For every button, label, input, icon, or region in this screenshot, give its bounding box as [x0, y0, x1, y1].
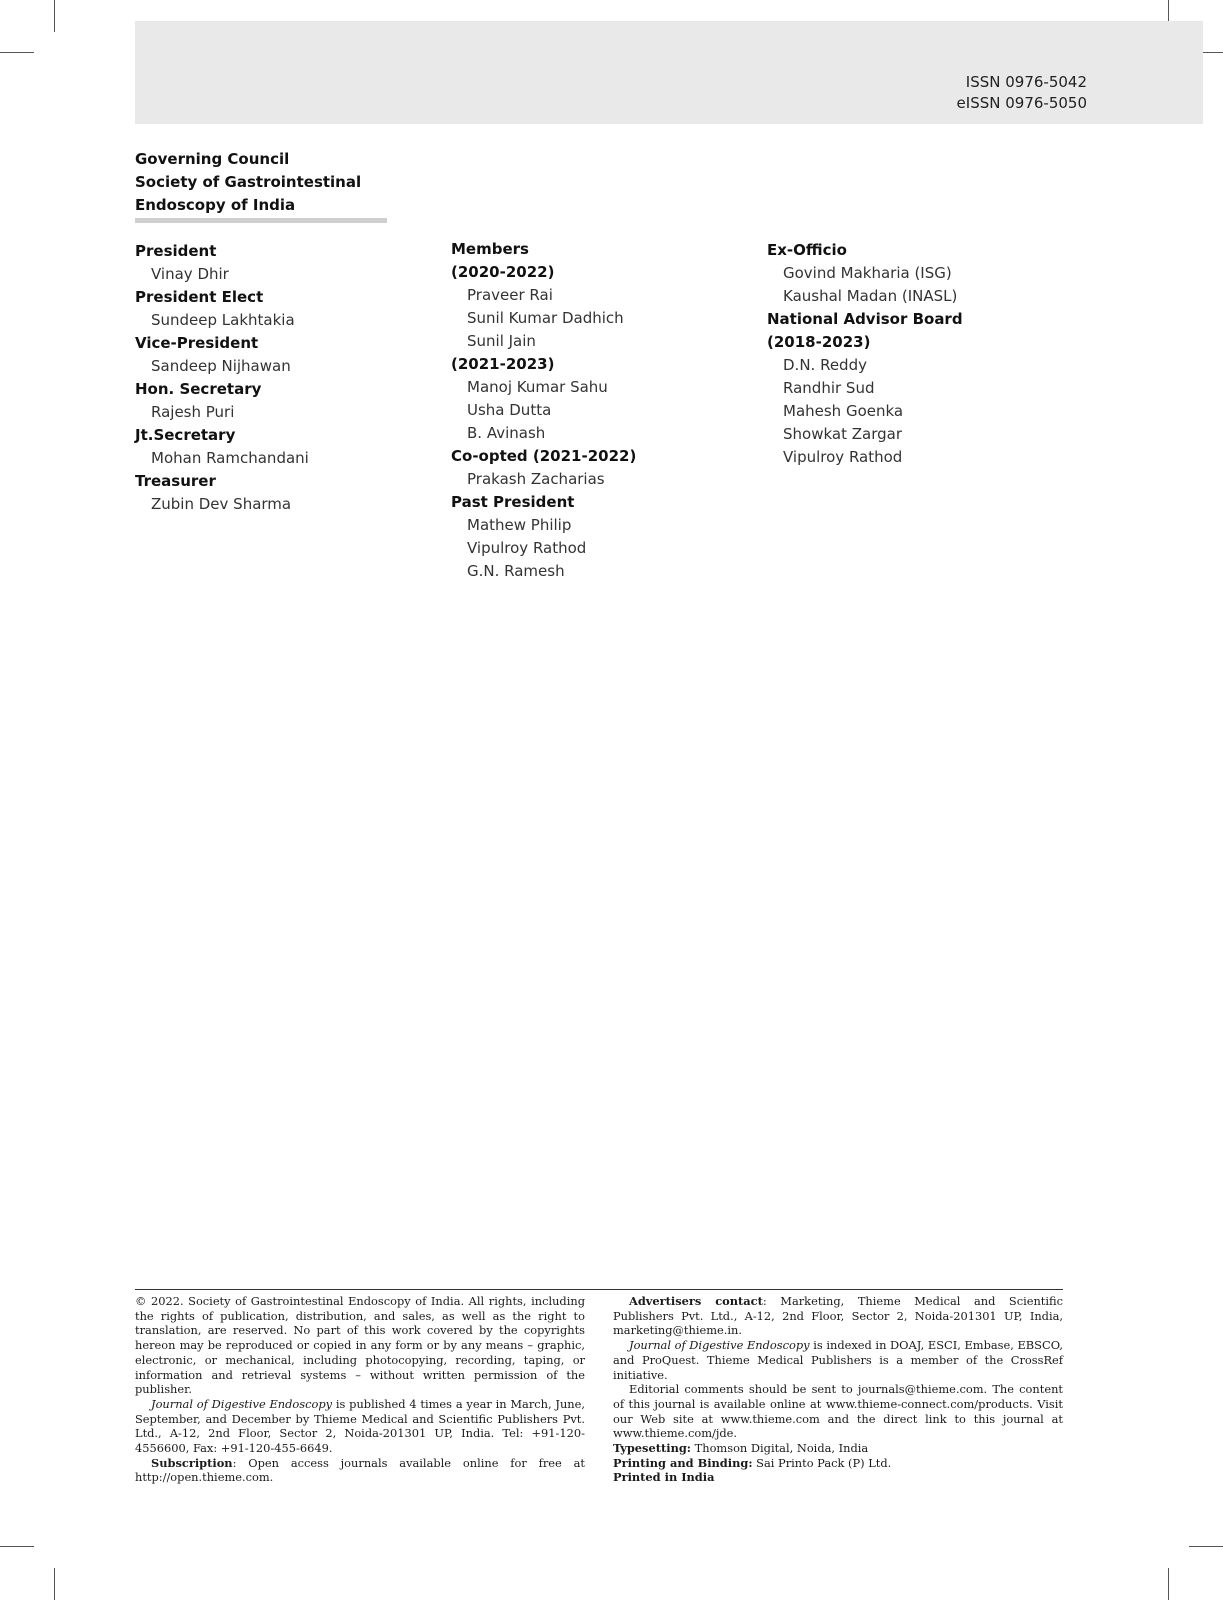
- member-name: B. Avinash: [467, 424, 546, 442]
- officers-column: [135, 240, 309, 516]
- footer-right: [613, 1294, 1063, 1485]
- typesetting-label: Typesetting:: [613, 1441, 692, 1456]
- crop-mark: [1189, 1546, 1223, 1547]
- printing-text: Sai Printo Pack (P) Ltd.: [752, 1455, 892, 1470]
- role-heading: Co-opted (2021-2022): [451, 447, 637, 465]
- role-heading: President Elect: [135, 288, 264, 306]
- member-name: G.N. Ramesh: [467, 562, 565, 580]
- members-column: [451, 238, 636, 583]
- member-name: Mathew Philip: [467, 516, 572, 534]
- role-heading: Jt.Secretary: [135, 426, 236, 444]
- member-name: Vipulroy Rathod: [467, 539, 587, 557]
- member-name: Zubin Dev Sharma: [151, 495, 292, 513]
- publication-info: [135, 1397, 585, 1456]
- printing-info: [613, 1456, 1063, 1471]
- indexing-text: is indexed in DOAJ, ESCI, Embase, EBSCO, and ProQuest. Thieme Medical Publishers is a member of the CrossRef initiative.: [613, 1338, 1063, 1382]
- issn-block: [957, 72, 1087, 114]
- advertisers-info: [613, 1294, 1063, 1338]
- issn: ISSN 0976-5042: [965, 73, 1087, 91]
- crop-mark: [54, 0, 55, 32]
- journal-name: Journal of Digestive Endoscopy: [151, 1396, 333, 1411]
- advertisers-text: : Marketing, Thieme Medical and Scientific Publishers Pvt. Ltd., A-12, 2nd Floor, Sector 2, Noida-201301 UP, India, marketing@thieme.in.: [613, 1294, 1064, 1338]
- member-name: Vinay Dhir: [151, 265, 229, 283]
- member-name: Mahesh Goenka: [783, 402, 904, 420]
- member-name: Vipulroy Rathod: [783, 448, 903, 466]
- member-name: Govind Makharia (ISG): [783, 264, 952, 282]
- member-name: Sandeep Nijhawan: [151, 357, 291, 375]
- member-name: D.N. Reddy: [783, 356, 867, 374]
- subscription-info: [135, 1456, 585, 1485]
- crop-mark: [54, 1568, 55, 1600]
- member-name: Usha Dutta: [467, 401, 552, 419]
- subscription-text: : Open access journals available online for free at http://open.thieme.com.: [135, 1455, 585, 1485]
- crop-mark: [0, 52, 34, 53]
- member-name: Kaushal Madan (INASL): [783, 287, 958, 305]
- printing-label: Printing and Binding:: [613, 1455, 753, 1470]
- journal-name: Journal of Digestive Endoscopy: [629, 1338, 810, 1353]
- copyright-notice: © 2022. Society of Gastrointestinal Endoscopy of India. All rights, including the rights of publication, distribution, and sales, as well as the right to translation, are reserved. No part of this work covered by the copyrights hereon may be reproduced or copied in any form or by any means – graphic, electronic, or mechanical, including photocopying, recording, taping, or information and retrieval systems – without written permission of the publisher.: [135, 1294, 585, 1397]
- footer-rule: [135, 1289, 1063, 1290]
- subscription-label: Subscription: [151, 1455, 233, 1470]
- role-heading: (2018-2023): [767, 333, 871, 351]
- council-title-line: Governing Council: [135, 150, 290, 168]
- council-title-line: Society of Gastrointestinal: [135, 173, 362, 191]
- council-title: [135, 148, 361, 217]
- member-name: Showkat Zargar: [783, 425, 902, 443]
- eissn: eISSN 0976-5050: [956, 94, 1087, 112]
- indexing-info: [613, 1338, 1063, 1382]
- member-name: Sundeep Lakhtakia: [151, 311, 295, 329]
- role-heading: Hon. Secretary: [135, 380, 262, 398]
- council-rule: [135, 218, 387, 223]
- role-heading: (2021-2023): [451, 355, 555, 373]
- role-heading: (2020-2022): [451, 263, 555, 281]
- advertisers-label: Advertisers contact: [629, 1294, 763, 1308]
- printed-in: Printed in India: [613, 1470, 715, 1485]
- member-name: Manoj Kumar Sahu: [467, 378, 608, 396]
- role-heading: Members: [451, 240, 529, 258]
- publication-text: is published 4 times a year in March, June, September, and December by Thieme Medical and Scientific Publishers Pvt. Ltd., A-12, 2nd Floor, Sector 2, Noida-201301 UP, India. Tel: +91-120-4556600, Fax: +91-120-455-6649.: [135, 1396, 585, 1456]
- role-heading: Ex-Officio: [767, 241, 847, 259]
- council-title-line: Endoscopy of India: [135, 196, 296, 214]
- role-heading: Vice-President: [135, 334, 259, 352]
- typesetting-text: Thomson Digital, Noida, India: [691, 1441, 869, 1456]
- role-heading: President: [135, 242, 217, 260]
- editorial-info: Editorial comments should be sent to journals@thieme.com. The content of this journal is available online at www.thieme-connect.com/products. Visit our Web site at www.thieme.com and the direct link to this journal at www.thieme.com/jde.: [613, 1382, 1063, 1441]
- crop-mark: [1168, 1568, 1169, 1600]
- role-heading: Treasurer: [135, 472, 216, 490]
- crop-mark: [0, 1546, 34, 1547]
- member-name: Randhir Sud: [783, 379, 875, 397]
- advisors-column: [767, 239, 963, 469]
- member-name: Prakash Zacharias: [467, 470, 605, 488]
- typesetting-info: [613, 1441, 1063, 1456]
- member-name: Mohan Ramchandani: [151, 449, 309, 467]
- member-name: Sunil Jain: [467, 332, 536, 350]
- role-heading: National Advisor Board: [767, 310, 963, 328]
- footer-left: [135, 1294, 585, 1485]
- role-heading: Past President: [451, 493, 575, 511]
- member-name: Rajesh Puri: [151, 403, 235, 421]
- member-name: Sunil Kumar Dadhich: [467, 309, 624, 327]
- member-name: Praveer Rai: [467, 286, 553, 304]
